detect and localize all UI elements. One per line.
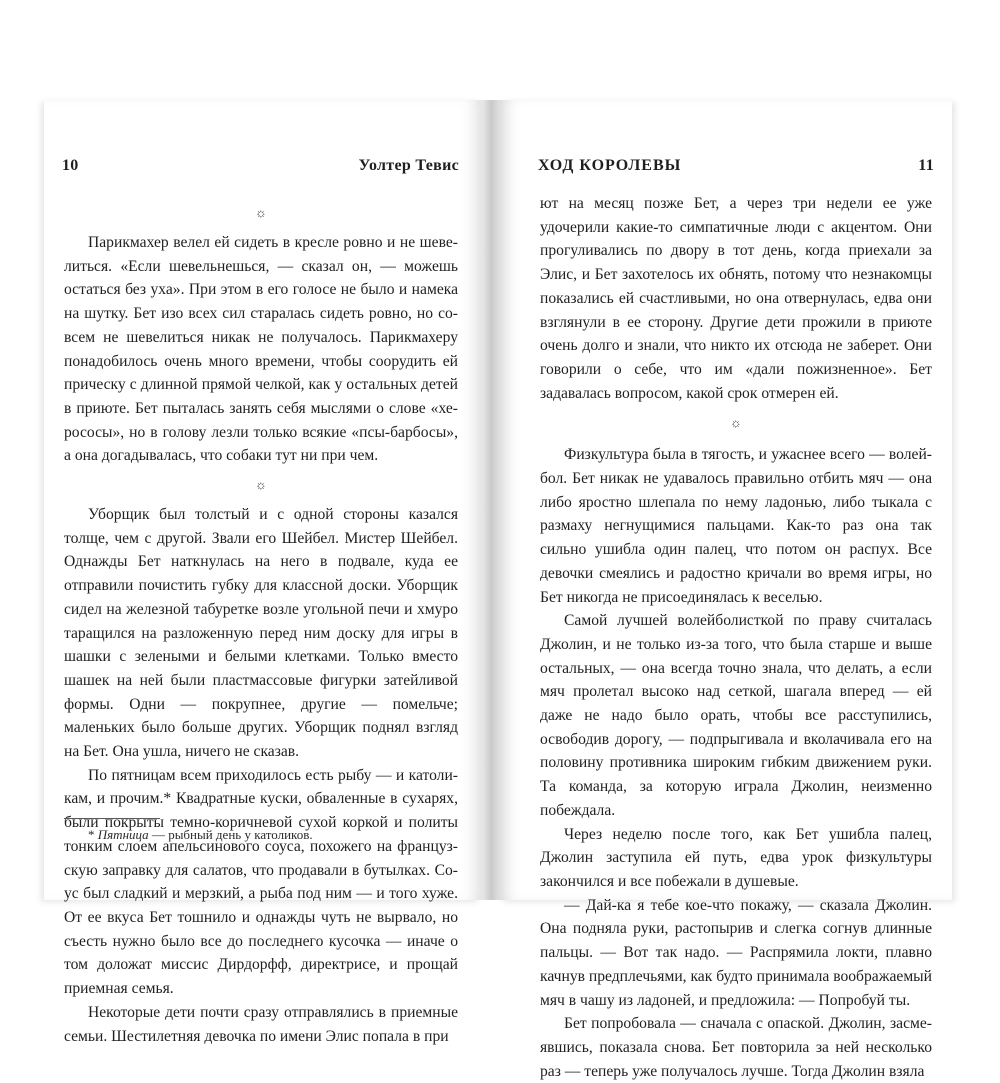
paragraph: Физкультура была в тягость, и ужаснее всего — волейбол. Бет никак не удавалось правильно отбить мяч — она либо яростно шлепала по нему ладонью, либо тыкала с размаху негнущимися пальцами. Как-то раз она так сильно ушибла один палец, что потом он распух. Все девочки смеялись и радостно кричали во время игры, но Бет никогда не присоединялась к веселью. <box>540 446 932 606</box>
section-separator-icon: ☼ <box>255 205 267 220</box>
left-text-body <box>64 203 458 1048</box>
paragraph: ют на месяц позже Бет, а через три недели ее уже удочерили какие-то симпатичные люди с акцентом. Они прогуливались по двору в тот день, когда приехали за Элис, и Бет захотелось их обнять, потому что незнакомцы показались ей счастливыми, но она отвернулась, едва они взглянули в ее сторону. Другие дети прожили в приюте очень долго и знали, что никто их отсюда не заберет. Они говорили о себе, что им «дали пожизненное». Бет задавалась вопросом, какой срок отмерен ей. <box>540 195 932 402</box>
left-page-number: 10 <box>62 157 79 174</box>
paragraph: Через неделю после того, как Бет ушибла палец, Джолин заступила ей путь, едва урок физкультуры закончился и все побежали в душевые. <box>540 825 932 890</box>
right-running-title: ХОД КОРОЛЕВЫ <box>538 157 682 174</box>
footnote-rule <box>64 818 160 819</box>
footnote <box>88 826 468 843</box>
paragraph: Бет попробовала — сначала с опаской. Джолин, засмеявшись, показала снова. Бет повторила за ней несколько раз — теперь уже получалось лучше. Тогда Джолин взяла <box>540 1015 932 1080</box>
left-running-title: Уолтер Тевис <box>358 157 459 174</box>
paragraph: Уборщик был толстый и с одной стороны казался толще, чем с другой. Звали его Шейбел. Мистер Шейбел. Однажды Бет наткнулась на него в подвале, куда ее отправили почистить губку для классной доски. Уборщик сидел на железной табуретке возле угольной печи и хмуро таращился на разложенную перед ним доску для игры в шашки с зелеными и белыми клетками. Только вместо шашек на ней были пластмассовые фигурки затейливой формы. Одни — покрупнее, другие — помельче; маленьких было больше других. Уборщик поднял взгляд на Бет. Она ушла, ничего не сказав. <box>64 506 458 761</box>
right-page-number: 11 <box>918 157 934 174</box>
footnote-mark: * <box>88 827 95 842</box>
paragraph: Некоторые дети почти сразу отправлялись в приемные семьи. Шестилетняя девочка по имени Элис попала в при <box>64 1003 458 1045</box>
right-text-body <box>540 192 932 1083</box>
book-gutter <box>481 100 500 900</box>
paragraph: — Дай-ка я тебе кое-что покажу, — сказала Джолин. Она подняла руки, растопырив и слегка согнув длинные пальцы. — Вот так надо. — Распрямила локти, плавно качнув предплечьями, как будто принимала воображаемый мяч в чашу из ладоней, и предложила: — Попробуй ты. <box>540 896 933 1009</box>
left-page <box>44 100 481 1045</box>
footnote-term: Пятница <box>97 827 149 842</box>
section-separator-icon: ☼ <box>730 415 742 431</box>
right-page <box>500 100 952 1080</box>
paragraph: Парикмахер велел ей сидеть в кресле ровно и не шевелиться. «Если шевельнешься, — сказал он, — можешь остаться без уха». При этом в его голосе не было и намека на шутку. Бет изо всех сил старалась сидеть ровно, но совсем не шевелиться никак не получалось. Парикмахеру понадобилось очень много времени, чтобы соорудить ей прическу с длинной прямой челкой, как у остальных детей в приюте. Бет пыталась занять себя мыслями о слове «херососы», но в голову лезли только всякие «псы-барбосы», а она догадывалась, что собаки тут ни при чем. <box>64 234 458 465</box>
section-separator-icon: ☼ <box>255 477 267 493</box>
paragraph: По пятницам всем приходилось есть рыбу — и католикам, и прочим.* Квадратные куски, обваленные в сухарях, были покрыты темно-коричневой сухой коркой и политы тонким слоем апельсинового соуса, похожего на французскую заправку для салатов, что продавали в бутылках. Соус был сладкий и мерзкий, а рыба под ним — и того хуже. От ее вкуса Бет тошнило и однажды чуть не вырвало, но съесть нужно было все до последнего кусочка — иначе о том доложат миссис Дирдорфф, директрисе, и прощай приемная семья. <box>64 766 458 998</box>
paragraph: Самой лучшей волейболисткой по праву считалась Джолин, и не только из-за того, что была старше и выше остальных, — она всегда точно знала, что делать, а если мяч пролетал высоко над сеткой, шагала вперед — ей даже не надо было орать, чтобы все расступились, освободив дорогу, — подпрыгивала и вколачивала его на половину противника широким гибким движением руки. Та команда, за которую играла Джолин, неизменно побеждала. <box>540 612 932 819</box>
footnote-text: — рыбный день у католиков. <box>148 827 313 842</box>
